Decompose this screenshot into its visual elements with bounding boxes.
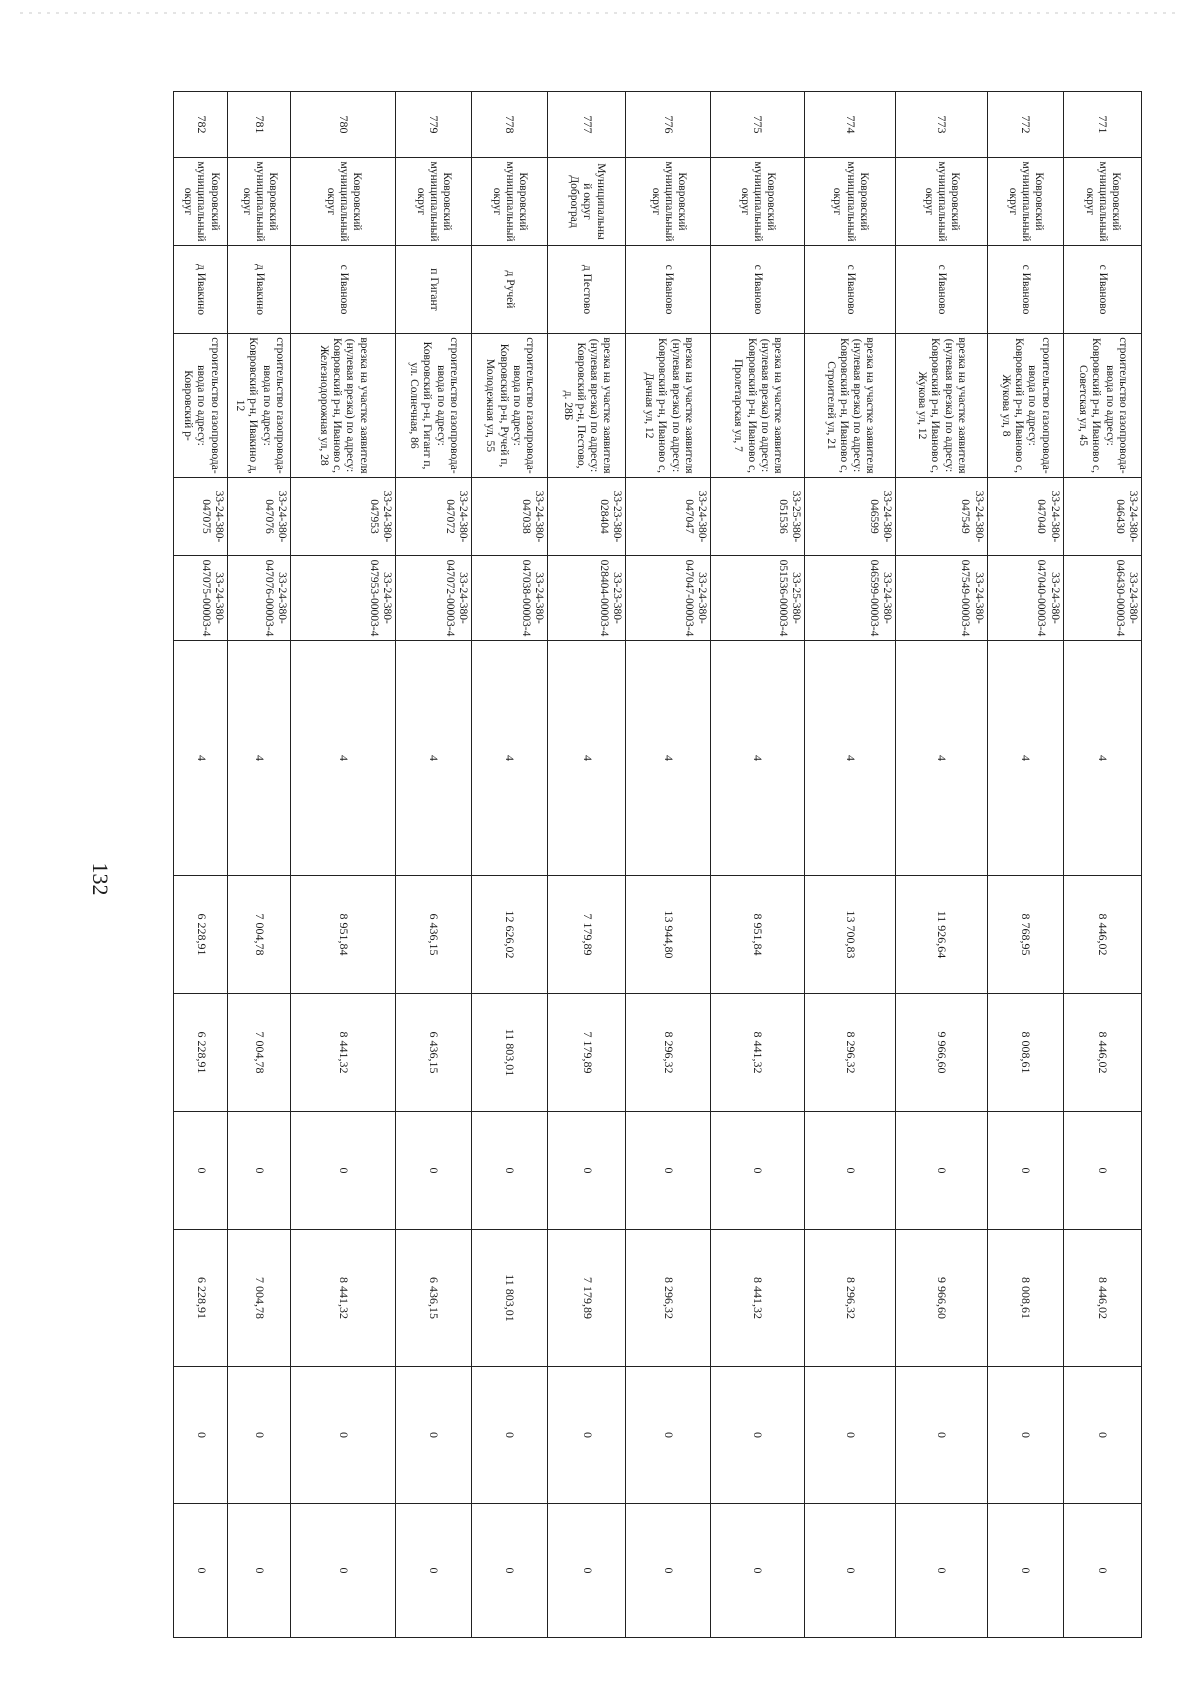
row-number: 779 xyxy=(395,92,471,158)
amount-cell-3: 0 xyxy=(174,1112,228,1230)
amount-cell-5: 0 xyxy=(548,1367,626,1504)
amount-cell-2: 7 004,78 xyxy=(228,994,291,1112)
locality-cell: с Иваново xyxy=(626,246,711,334)
table-row xyxy=(711,92,805,1638)
amount-cell-1: 13 944,80 xyxy=(626,876,711,994)
object-code-cell: 33-24-380-047953 xyxy=(291,478,395,556)
row-number: 772 xyxy=(987,92,1063,158)
amount-cell-3: 0 xyxy=(548,1112,626,1230)
full-code-cell: 33-24-380-046430-00003-4 xyxy=(1063,556,1141,641)
locality-cell: с Иваново xyxy=(804,246,895,334)
object-code-cell: 33-23-380-028404 xyxy=(548,478,626,556)
amount-cell-5: 0 xyxy=(174,1367,228,1504)
row-number: 781 xyxy=(228,92,291,158)
amount-cell-5: 0 xyxy=(626,1367,711,1504)
amount-cell-2: 8 446,02 xyxy=(1063,994,1141,1112)
amount-cell-2: 8 296,32 xyxy=(804,994,895,1112)
amount-cell-4: 8 296,32 xyxy=(804,1230,895,1367)
work-description-cell: врезка на участке заявителя (нулевая врезка) по адресу: Ковровский р-н, Пестово, д. 28Б xyxy=(548,334,626,478)
amount-cell-6: 0 xyxy=(626,1504,711,1638)
amount-cell-2: 8 441,32 xyxy=(711,994,805,1112)
work-description-cell: строительство газопровода-ввода по адресу: Ковровский р-н, Гигант п, ул. Солнечная, 86 xyxy=(395,334,471,478)
page-number: 132 xyxy=(88,862,113,896)
amount-cell-4: 6 436,15 xyxy=(395,1230,471,1367)
locality-cell: д Пестово xyxy=(548,246,626,334)
amount-cell-3: 0 xyxy=(896,1112,987,1230)
row-number: 782 xyxy=(174,92,228,158)
full-code-cell: 33-24-380-047038-00003-4 xyxy=(471,556,547,641)
table-row xyxy=(987,92,1063,1638)
table-row xyxy=(1063,92,1141,1638)
category-cell: 4 xyxy=(626,641,711,876)
object-code-cell: 33-24-380-047047 xyxy=(626,478,711,556)
amount-cell-1: 11 926,64 xyxy=(896,876,987,994)
amount-cell-6: 0 xyxy=(228,1504,291,1638)
amount-cell-3: 0 xyxy=(804,1112,895,1230)
full-code-cell: 33-25-380-051536-00003-4 xyxy=(711,556,805,641)
full-code-cell: 33-24-380-047953-00003-4 xyxy=(291,556,395,641)
row-number: 776 xyxy=(626,92,711,158)
locality-cell: д Ивакино xyxy=(228,246,291,334)
category-cell: 4 xyxy=(291,641,395,876)
table-row xyxy=(471,92,547,1638)
district-cell: Муниципальный округ Доброград xyxy=(548,158,626,246)
amount-cell-6: 0 xyxy=(291,1504,395,1638)
full-code-cell: 33-24-380-047076-00003-4 xyxy=(228,556,291,641)
amount-cell-1: 12 626,02 xyxy=(471,876,547,994)
amount-cell-3: 0 xyxy=(291,1112,395,1230)
amount-cell-2: 11 803,01 xyxy=(471,994,547,1112)
table-row xyxy=(395,92,471,1638)
row-number: 778 xyxy=(471,92,547,158)
table-row xyxy=(548,92,626,1638)
amount-cell-4: 7 179,89 xyxy=(548,1230,626,1367)
district-cell: Ковровский муниципальный округ xyxy=(471,158,547,246)
full-code-cell: 33-24-380-047040-00003-4 xyxy=(987,556,1063,641)
amount-cell-3: 0 xyxy=(1063,1112,1141,1230)
work-description-cell: строительство газопровода-ввода по адресу: Ковровский р-н, Ручей п, Молодежная ул, 55 xyxy=(471,334,547,478)
amount-cell-4: 9 966,60 xyxy=(896,1230,987,1367)
amount-cell-6: 0 xyxy=(471,1504,547,1638)
full-code-cell: 33-24-380-046599-00003-4 xyxy=(804,556,895,641)
amount-cell-6: 0 xyxy=(711,1504,805,1638)
locality-cell: с Иваново xyxy=(711,246,805,334)
table-row xyxy=(626,92,711,1638)
locality-cell: с Иваново xyxy=(291,246,395,334)
work-description-cell: врезка на участке заявителя (нулевая врезка) по адресу: Ковровский р-н, Иваново с, Пролетарская ул, 7 xyxy=(711,334,805,478)
locality-cell: с Иваново xyxy=(987,246,1063,334)
category-cell: 4 xyxy=(987,641,1063,876)
table-body xyxy=(174,92,1142,1638)
amount-cell-1: 8 768,95 xyxy=(987,876,1063,994)
category-cell: 4 xyxy=(548,641,626,876)
district-cell: Ковровский муниципальный округ xyxy=(395,158,471,246)
locality-cell: д Ручей xyxy=(471,246,547,334)
district-cell: Ковровский муниципальный округ xyxy=(711,158,805,246)
work-description-cell: строительство газопровода-ввода по адресу: Ковровский р-н, Ивакино д, 12 xyxy=(228,334,291,478)
category-cell: 4 xyxy=(804,641,895,876)
amount-cell-5: 0 xyxy=(228,1367,291,1504)
amount-cell-1: 13 700,83 xyxy=(804,876,895,994)
amount-cell-1: 7 004,78 xyxy=(228,876,291,994)
amount-cell-4: 8 296,32 xyxy=(626,1230,711,1367)
district-cell: Ковровский муниципальный округ xyxy=(987,158,1063,246)
amount-cell-3: 0 xyxy=(471,1112,547,1230)
row-number: 773 xyxy=(896,92,987,158)
amount-cell-2: 9 966,60 xyxy=(896,994,987,1112)
object-code-cell: 33-24-380-047040 xyxy=(987,478,1063,556)
table-row xyxy=(291,92,395,1638)
category-cell: 4 xyxy=(896,641,987,876)
amount-cell-5: 0 xyxy=(291,1367,395,1504)
rotated-table-wrapper xyxy=(173,91,1142,1637)
amount-cell-4: 8 441,32 xyxy=(291,1230,395,1367)
work-description-cell: строительство газопровода-ввода по адресу: Ковровский р- xyxy=(174,334,228,478)
row-number: 780 xyxy=(291,92,395,158)
category-cell: 4 xyxy=(395,641,471,876)
amount-cell-5: 0 xyxy=(711,1367,805,1504)
amount-cell-3: 0 xyxy=(626,1112,711,1230)
amount-cell-5: 0 xyxy=(471,1367,547,1504)
locality-cell: д Ивакино xyxy=(174,246,228,334)
locality-cell: с Иваново xyxy=(1063,246,1141,334)
row-number: 777 xyxy=(548,92,626,158)
register-table xyxy=(173,91,1142,1638)
amount-cell-2: 7 179,89 xyxy=(548,994,626,1112)
table-sheet xyxy=(173,91,1142,1637)
row-number: 774 xyxy=(804,92,895,158)
amount-cell-2: 8 296,32 xyxy=(626,994,711,1112)
amount-cell-2: 8 441,32 xyxy=(291,994,395,1112)
full-code-cell: 33-24-380-047075-00003-4 xyxy=(174,556,228,641)
locality-cell: с Иваново xyxy=(896,246,987,334)
amount-cell-1: 8 446,02 xyxy=(1063,876,1141,994)
amount-cell-5: 0 xyxy=(1063,1367,1141,1504)
amount-cell-6: 0 xyxy=(804,1504,895,1638)
amount-cell-3: 0 xyxy=(395,1112,471,1230)
full-code-cell: 33-24-380-047047-00003-4 xyxy=(626,556,711,641)
amount-cell-6: 0 xyxy=(896,1504,987,1638)
amount-cell-1: 7 179,89 xyxy=(548,876,626,994)
amount-cell-3: 0 xyxy=(711,1112,805,1230)
table-row xyxy=(228,92,291,1638)
category-cell: 4 xyxy=(1063,641,1141,876)
category-cell: 4 xyxy=(711,641,805,876)
amount-cell-6: 0 xyxy=(987,1504,1063,1638)
work-description-cell: строительство газопровода-ввода по адресу: Ковровский р-н, Иваново с, Жукова ул, 8 xyxy=(987,334,1063,478)
object-code-cell: 33-24-380-046599 xyxy=(804,478,895,556)
object-code-cell: 33-25-380-051536 xyxy=(711,478,805,556)
district-cell: Ковровский муниципальный округ xyxy=(804,158,895,246)
amount-cell-1: 8 951,84 xyxy=(711,876,805,994)
amount-cell-5: 0 xyxy=(804,1367,895,1504)
table-row xyxy=(174,92,228,1638)
amount-cell-5: 0 xyxy=(987,1367,1063,1504)
amount-cell-4: 7 004,78 xyxy=(228,1230,291,1367)
amount-cell-1: 6 228,91 xyxy=(174,876,228,994)
object-code-cell: 33-24-380-047549 xyxy=(896,478,987,556)
amount-cell-5: 0 xyxy=(896,1367,987,1504)
district-cell: Ковровский муниципальный округ xyxy=(174,158,228,246)
full-code-cell: 33-24-380-047549-00003-4 xyxy=(896,556,987,641)
amount-cell-5: 0 xyxy=(395,1367,471,1504)
locality-cell: п Гигант xyxy=(395,246,471,334)
amount-cell-3: 0 xyxy=(228,1112,291,1230)
category-cell: 4 xyxy=(228,641,291,876)
district-cell: Ковровский муниципальный округ xyxy=(1063,158,1141,246)
amount-cell-2: 8 008,61 xyxy=(987,994,1063,1112)
table-row xyxy=(896,92,987,1638)
category-cell: 4 xyxy=(471,641,547,876)
district-cell: Ковровский муниципальный округ xyxy=(896,158,987,246)
amount-cell-2: 6 228,91 xyxy=(174,994,228,1112)
district-cell: Ковровский муниципальный округ xyxy=(626,158,711,246)
full-code-cell: 33-24-380-047072-00003-4 xyxy=(395,556,471,641)
amount-cell-4: 8 008,61 xyxy=(987,1230,1063,1367)
object-code-cell: 33-24-380-047038 xyxy=(471,478,547,556)
amount-cell-6: 0 xyxy=(1063,1504,1141,1638)
amount-cell-2: 6 436,15 xyxy=(395,994,471,1112)
work-description-cell: врезка на участке заявителя (нулевая врезка) по адресу: Ковровский р-н, Иваново с, Жукова ул, 12 xyxy=(896,334,987,478)
work-description-cell: строительство газопровода-ввода по адресу: Ковровский р-н, Иваново с, Советская ул, 45 xyxy=(1063,334,1141,478)
amount-cell-6: 0 xyxy=(548,1504,626,1638)
object-code-cell: 33-24-380-047076 xyxy=(228,478,291,556)
row-number: 771 xyxy=(1063,92,1141,158)
work-description-cell: врезка на участке заявителя (нулевая врезка) по адресу: Ковровский р-н, Иваново с, Железнодорожная ул, 28 xyxy=(291,334,395,478)
object-code-cell: 33-24-380-047072 xyxy=(395,478,471,556)
amount-cell-4: 11 803,01 xyxy=(471,1230,547,1367)
amount-cell-6: 0 xyxy=(395,1504,471,1638)
amount-cell-4: 8 446,02 xyxy=(1063,1230,1141,1367)
row-number: 775 xyxy=(711,92,805,158)
work-description-cell: врезка на участке заявителя (нулевая врезка) по адресу: Ковровский р-н, Иваново с, Строителей ул, 21 xyxy=(804,334,895,478)
table-row xyxy=(804,92,895,1638)
amount-cell-3: 0 xyxy=(987,1112,1063,1230)
object-code-cell: 33-24-380-046430 xyxy=(1063,478,1141,556)
category-cell: 4 xyxy=(174,641,228,876)
district-cell: Ковровский муниципальный округ xyxy=(291,158,395,246)
amount-cell-4: 6 228,91 xyxy=(174,1230,228,1367)
amount-cell-4: 8 441,32 xyxy=(711,1230,805,1367)
amount-cell-1: 8 951,84 xyxy=(291,876,395,994)
amount-cell-6: 0 xyxy=(174,1504,228,1638)
scan-noise xyxy=(20,12,1180,14)
amount-cell-1: 6 436,15 xyxy=(395,876,471,994)
object-code-cell: 33-24-380-047075 xyxy=(174,478,228,556)
district-cell: Ковровский муниципальный округ xyxy=(228,158,291,246)
work-description-cell: врезка на участке заявителя (нулевая врезка) по адресу: Ковровский р-н, Иваново с, Дачная ул, 12 xyxy=(626,334,711,478)
full-code-cell: 33-23-380-028404-00003-4 xyxy=(548,556,626,641)
